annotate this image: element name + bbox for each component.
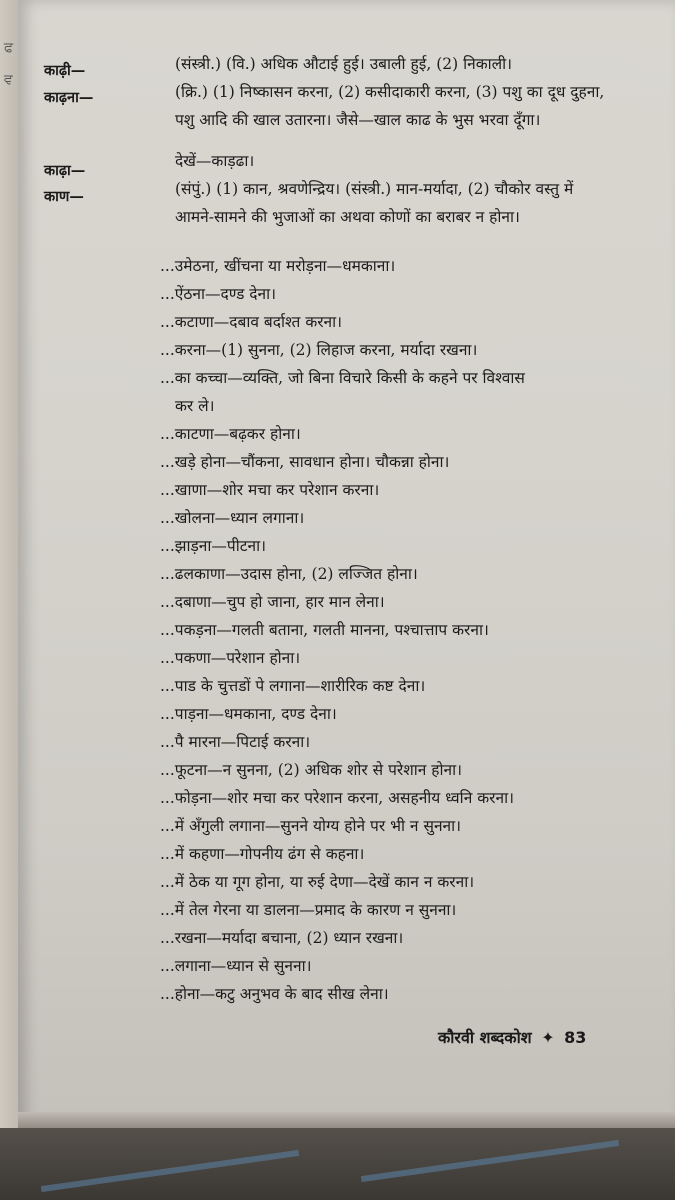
subentry: ...फूटना—न सुनना, (2) अधिक शोर से परेशान होना। bbox=[160, 761, 463, 779]
subentry: ...ऐंठना—दण्ड देना। bbox=[160, 285, 277, 303]
subentry: ...काटणा—बढ़कर होना। bbox=[160, 425, 301, 443]
subentry: ...झाड़ना—पीटना। bbox=[160, 537, 267, 555]
subentry: ...दबाणा—चुप हो जाना, हार मान लेना। bbox=[160, 593, 385, 611]
table-surface bbox=[0, 1128, 675, 1200]
subentry: ...में तेल गेरना या डालना—प्रमाद के कारण न सुनना। bbox=[160, 901, 457, 919]
subentry: ...में कहणा—गोपनीय ढंग से कहना। bbox=[160, 845, 365, 863]
definition: (संपुं.) (1) कान, श्रवणेन्द्रिय। (संस्त्री.) मान-मर्यादा, (2) चौकोर वस्तु में आमने-सामने की भुजाओं का अथवा कोणों का बराबर न होना। bbox=[175, 180, 574, 226]
definition: देखें—काड़ढा। bbox=[175, 152, 255, 170]
subentry: ...उमेठना, खींचना या मरोड़ना—धमकाना। bbox=[160, 257, 396, 275]
headword: काढ़ी— bbox=[44, 63, 86, 79]
page-mark: ਫ bbox=[4, 40, 14, 56]
subentry: ...रखना—मर्यादा बचाना, (2) ध्यान रखना। bbox=[160, 929, 404, 947]
subentry: ...खाणा—शोर मचा कर परेशान करना। bbox=[160, 481, 380, 499]
subentry: ...खोलना—ध्यान लगाना। bbox=[160, 509, 305, 527]
subentry: ...पाड़ना—धमकाना, दण्ड देना। bbox=[160, 705, 337, 723]
subentry: ...करना—(1) सुनना, (2) लिहाज करना, मर्यादा रखना। bbox=[160, 341, 478, 359]
subentry: ...फोड़ना—शोर मचा कर परेशान करना, असहनीय ध्वनि करना। bbox=[160, 789, 514, 807]
page-number: 83 bbox=[564, 1028, 587, 1047]
definition: (क्रि.) (1) निष्कासन करना, (2) कसीदाकारी करना, (3) पशु का दूध दुहना, पशु आदि की खाल उतारना। जैसे—खाल काढ के भुस भरवा दूँगा। bbox=[175, 83, 605, 129]
star-icon: ✦ bbox=[541, 1028, 555, 1047]
cloth-stripe bbox=[361, 1140, 619, 1182]
subentry: ...का कच्चा—व्यक्ति, जो बिना विचारे किसी के कहने पर विश्वास bbox=[160, 369, 525, 387]
subentry: ...में अँगुली लगाना—सुनने योग्य होने पर भी न सुनना। bbox=[160, 817, 462, 835]
subentry: ...होना—कटु अनुभव के बाद सीख लेना। bbox=[160, 985, 389, 1003]
subentry-continuation: कर ले। bbox=[175, 397, 215, 415]
headword: काण— bbox=[44, 189, 84, 205]
headword: काढ़ा— bbox=[44, 163, 86, 179]
subentry: ...पकणा—परेशान होना। bbox=[160, 649, 301, 667]
book-title: कौरवी शब्दकोश bbox=[438, 1028, 532, 1047]
subentry: ...पै मारना—पिटाई करना। bbox=[160, 733, 311, 751]
headword: काढ़ना— bbox=[44, 90, 94, 106]
subentry: ...खड़े होना—चौंकना, सावधान होना। चौकन्ना होना। bbox=[160, 453, 450, 471]
subentry: ...कटाणा—दबाव बर्दाश्त करना। bbox=[160, 313, 343, 331]
subentry: ...लगाना—ध्यान से सुनना। bbox=[160, 957, 312, 975]
subentry: ...ढलकाणा—उदास होना, (2) लज्जित होना। bbox=[160, 565, 418, 583]
cloth-stripe bbox=[41, 1150, 299, 1192]
subentry: ...पाड के चुत्तडों पे लगाना—शारीरिक कष्ट देना। bbox=[160, 677, 426, 695]
subentry: ...में ठेक या गूग होना, या रुई देणा—देखें कान न करना। bbox=[160, 873, 475, 891]
page-footer bbox=[438, 1026, 586, 1048]
page-mark: ਵ bbox=[4, 72, 13, 88]
subentry: ...पकड़ना—गलती बताना, गलती मानना, पश्चात्ताप करना। bbox=[160, 621, 489, 639]
definition: (संस्त्री.) (वि.) अधिक औटाई हुई। उबाली हुई, (2) निकाली। bbox=[175, 55, 513, 73]
